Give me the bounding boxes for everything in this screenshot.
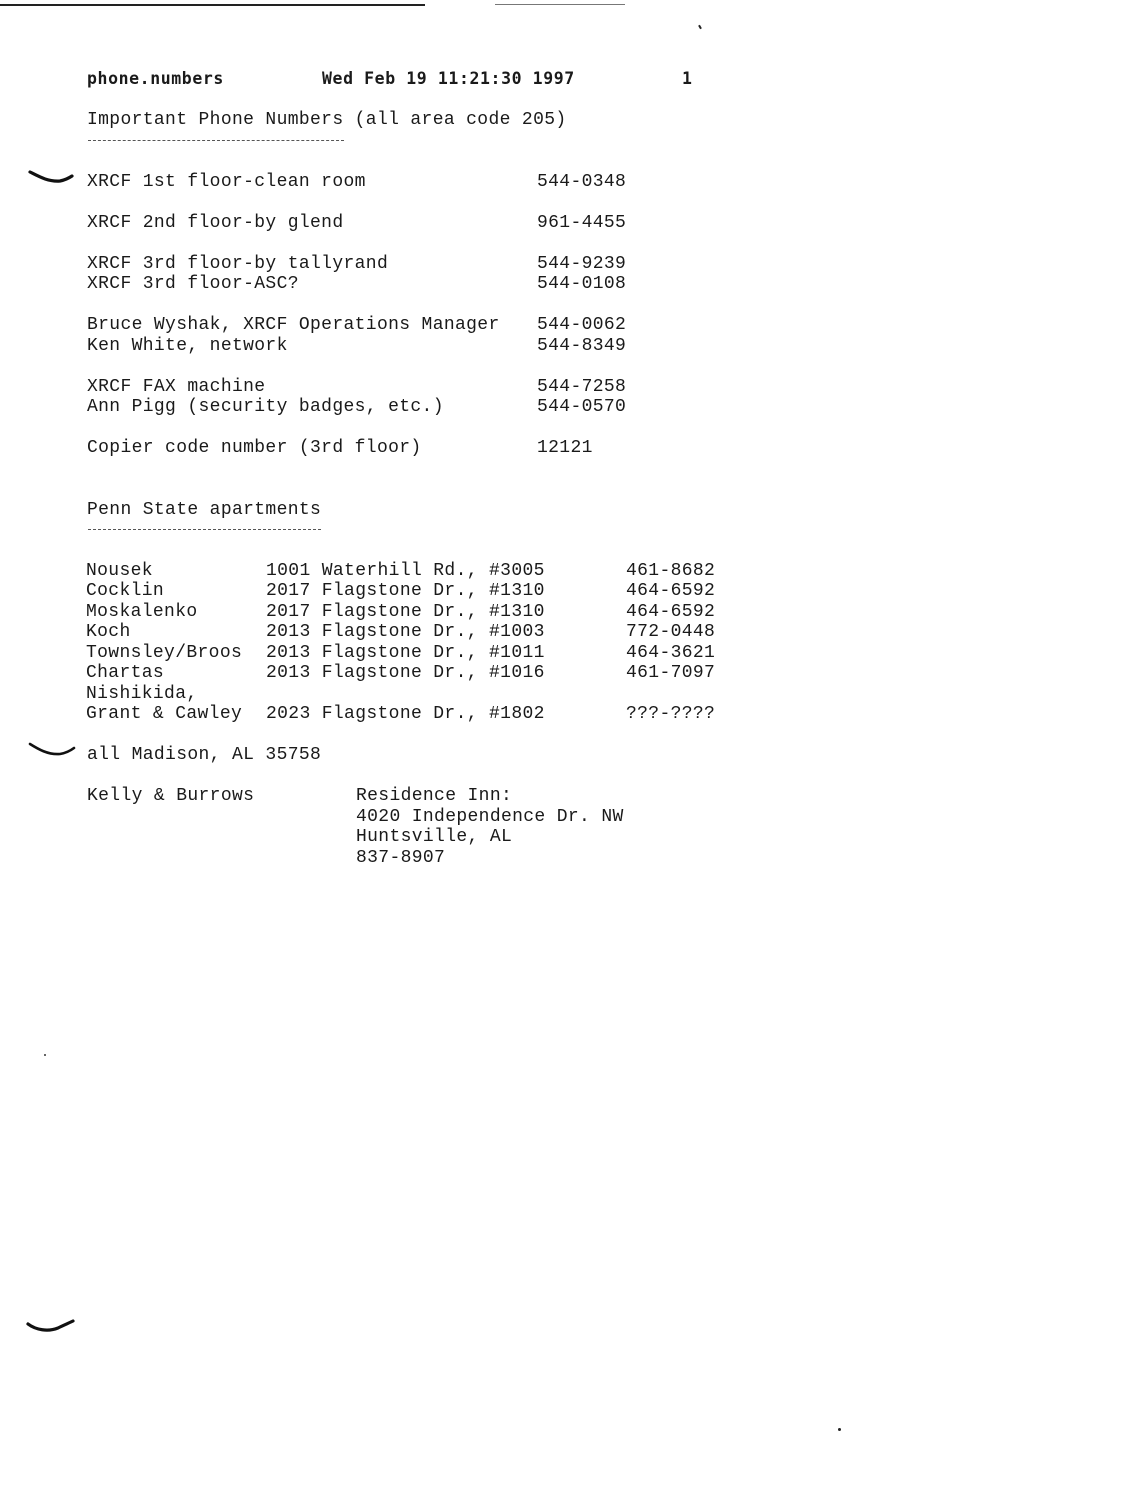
entry-number: 544-0108 (537, 274, 627, 294)
entry-label: XRCF 1st floor-clean room (87, 172, 366, 192)
scan-speck (838, 1428, 841, 1431)
entry-label: Ann Pigg (security badges, etc.) (87, 397, 444, 417)
residence-name: Kelly & Burrows (87, 786, 255, 806)
city-note: all Madison, AL 35758 (87, 745, 322, 765)
entry-number: 544-0348 (537, 172, 627, 192)
header-filename: phone.numbers (87, 69, 224, 88)
apartment-name: Koch (86, 622, 131, 642)
apartment-name: Townsley/Broos (86, 643, 243, 663)
scan-line-artifact (495, 4, 625, 5)
apartment-name: Grant & Cawley (86, 704, 243, 724)
scan-speck (698, 25, 702, 29)
apartment-address: 2023 Flagstone Dr., #1802 (266, 704, 545, 724)
apartment-name: Nousek (86, 561, 153, 581)
apartment-name: Chartas (86, 663, 165, 683)
entry-label: XRCF 2nd floor-by glend (87, 213, 344, 233)
residence-line: Huntsville, AL (356, 827, 513, 847)
scan-speck (44, 1054, 46, 1056)
header-datetime: Wed Feb 19 11:21:30 1997 (322, 69, 575, 88)
apartment-address: 1001 Waterhill Rd., #3005 (266, 561, 545, 581)
entry-number: 544-7258 (537, 377, 627, 397)
entry-number: 544-9239 (537, 254, 627, 274)
important-heading-underline (88, 140, 344, 141)
residence-line: 4020 Independence Dr. NW (356, 807, 624, 827)
entry-number: 544-0570 (537, 397, 627, 417)
entry-label: XRCF FAX machine (87, 377, 266, 397)
residence-line: Residence Inn: (356, 786, 513, 806)
apartment-address: 2017 Flagstone Dr., #1310 (266, 602, 545, 622)
check-mark-icon (28, 168, 74, 188)
apartment-name: Nishikida, (86, 684, 198, 704)
apartment-phone: 461-8682 (626, 561, 716, 581)
important-heading: Important Phone Numbers (all area code 205) (87, 110, 567, 130)
entry-number: 544-0062 (537, 315, 627, 335)
apartments-heading: Penn State apartments (87, 500, 322, 520)
entry-label: XRCF 3rd floor-ASC? (87, 274, 299, 294)
entry-number: 544-8349 (537, 336, 627, 356)
entry-number: 961-4455 (537, 213, 627, 233)
apartment-phone: 464-6592 (626, 581, 716, 601)
apartment-name: Cocklin (86, 581, 165, 601)
apartment-address: 2013 Flagstone Dr., #1016 (266, 663, 545, 683)
apartment-address: 2017 Flagstone Dr., #1310 (266, 581, 545, 601)
scan-line-artifact (0, 4, 425, 6)
apartment-phone: 464-6592 (626, 602, 716, 622)
entry-label: Ken White, network (87, 336, 288, 356)
entry-label: XRCF 3rd floor-by tallyrand (87, 254, 389, 274)
apartment-phone: ???-???? (626, 704, 716, 724)
entry-label: Copier code number (3rd floor) (87, 438, 422, 458)
apartment-name: Moskalenko (86, 602, 198, 622)
residence-line: 837-8907 (356, 848, 446, 868)
apartment-phone: 461-7097 (626, 663, 716, 683)
entry-number: 12121 (537, 438, 593, 458)
apartment-address: 2013 Flagstone Dr., #1011 (266, 643, 545, 663)
apartment-phone: 772-0448 (626, 622, 716, 642)
entry-label: Bruce Wyshak, XRCF Operations Manager (87, 315, 500, 335)
apartment-address: 2013 Flagstone Dr., #1003 (266, 622, 545, 642)
apartments-heading-underline (88, 529, 321, 530)
header-page-number: 1 (682, 69, 693, 88)
check-mark-icon (26, 1318, 76, 1338)
check-mark-icon (28, 740, 76, 762)
apartment-phone: 464-3621 (626, 643, 716, 663)
